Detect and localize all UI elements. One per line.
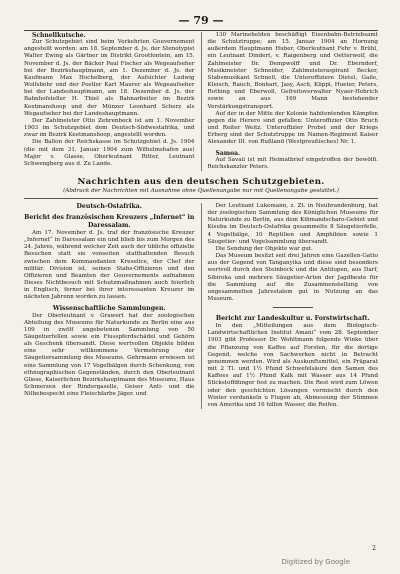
article-heading: Samoa. [215,149,241,157]
article-heading: Bericht zur Landeskultur u. Forstwirtschaft. [215,315,370,323]
left-column-top [24,32,195,171]
article-paragraph: Der Oberleutnant v. Grawert hat der zoologischen Abteilung des Museums für Naturkunde zu Berlin eine aus 109 in zwölf ungebetenen Sammlung von 50 Säugetierfellen sowie ein Flusspferdschädel und Gehörn als Geschenk übersandt. Diese wertvollen Objekte bilden eine sehr willkommene Vermehrung der Säugetiersammlung des Museums. Gehrmann erwiesen ist eine Sammlung von 17 Vogelbälgen durch Schenkung, von ethnographischen Gegenständen, durch den Oberleutnant Gliese, Kaiserlichen Bezirkshauptmann des Museums, Haus Schmerzen der Rindergaselle, Geiser Anti- und die Nilhebespecht eine Fleischfarbe Jäger. und [24,312,195,398]
top-columns [24,32,378,171]
article-heading: Bericht des französischen Kreuzers „Infernet“ in Daressalam. [24,213,195,229]
divider [273,307,313,308]
article-paragraph: Der Zahlmeister Otto Zehrenbeck ist am 1. November 1903 im Schutzgebiet dem Deutsch-Südwestafrika, und zwar im Bezirk Keetmanshoop, angestellt worden. [24,117,195,139]
article-paragraph: 130 Marinehelden beschäftigt Eisenbahn-Betriebsamt die Schutztruppe; am 15. Januar 1904 an Hornung außerdem Hauptmann Huber, Oberleutnant Fehr v. Brühl, ein Leutnant Dindert, v. Raigenberg und Oetterwolf, die Zahlmeister Dr. Dempwolff und Dr. Eberndorf, Musikmeister Schneider, Zahlmeisteraspirant Becker, Stabsmusikant Schnell, die Unteroffiziere Dietel, Gaile, Kleisch, Rauch, Bonhart, Jasy, Asch, Klippi, Hueter, Peters, Rothing und Eberwoll, Gefreitoverwalter Nyaer-Hohrich sowie an aus 169 Mann bestehender Verstärkungstransport. [207,32,378,110]
article-paragraph: Auf Savaii ist mit Heimatbrief eingetroffen der bewölfi. Reichskanzler Peters. [207,156,378,170]
article-paragraph: Die Sendung der Objekte war gut. [215,245,313,252]
article-paragraph: Der Leutnant Lukemann, z. Zt. in Neubrandenburg, hat der zoologischen Sammlung des Königlichen Museums für Naturkunde zu Berlin, aus dem Kilimandscharo-Gebiet und Kisuba im Deutsch-Ostafrika gesammelte 8 Säugetierfelle, 4 Vogelbälge, 10 Reptilien und Amphibien sowie 1 Säugetier- und Vogelsammlung übersandt. [207,202,378,245]
right-column-top [201,32,379,171]
section-banner [24,177,378,199]
article-heading: Wissenschaftliche Sammlungen. [52,304,166,312]
right-column-bottom [201,203,379,409]
section-title: Nachrichten aus den deutschen Schutzgebieten. [77,176,325,187]
article-paragraph: Das Museum besitzt seit drei Jahren eine Gazellen-Gatto aus der Gegend von Tanganyika und diese sind besonders wertvoll durch den Steinbock und die Antilopen, aus Darf, Sibiroka und mehrere Säugetier-Arten der Jagdbeute für die Sammlung auf die Zusammenstellung von ungesammelten Jahrestalem gut in Nutzung an das Museum. [207,253,378,302]
article-paragraph: In den „Mitteilungen aus dem Biologisch-Landwirtschaftlichen Institut Amani“ vom 28. September 1903 gibt Professor Dr. Wohltmann folgende Winke über die Pflanzung von Kaffee auf Forsten, für die dortige Gegend, welche von Sachwerken nicht in Betracht genommen werden. Wird als Auskunftsmittel, ein Präparat mit 2 Tl. und 1½ Pfund Schwefelsäure den Samen des Kaffees auf 1½ Pfund Kalk mit Wasser aus 14 Pfund Stickstoffdünger fest zu machen. Die Rest wird zum Löwen oder den geschichten Lösungen vermischt durch den Winter verdunkeln u Flugen ab, Abmessung der Stimmen von Amerika und 16 hilfen Wasser, die Reifen. [207,323,378,408]
page-number: — 79 — [178,14,224,27]
article-paragraph: Am 17. November d. Js. traf der französische Kreuzer „Infernet“ in Daressalam ein und blieb bis zum Morgen des 24. Jahres, während welcher Zeit auch der übliche offizielle Besuchen statt sie vonseiten statthaltenden Besuch zwischen dem Kommandanten Kreselice, der Chef der militär. Division ist, seinen Stabs-Offizieren und den Offizieren und Beamten der Gouvernements aufnahmen Dieses Nichtbesuch mit Schutzmaßnahmen auch feierlich in Englisch, ferner bei ihrer interessanten Kreuzer im nächsten Jahrenn worden zu lassen. [24,229,195,301]
article-heading: Deutsch-Ostafrika. [76,202,142,210]
page-header [24,10,378,32]
article-paragraph: Zur Schutzgebiet sind beim Verkehrten Gouvernement angestellt worden: am 18. September d. Js. der Stenotypist Walter Ewing als Gärtner im Distrikt Grootfontein, am 15. November d. Js. der Bäcker Paul Fischer als Wegeaufseher bei der Bezirkshauptmann, am 1. Dezember d. Js. der Kaufmann Max Hochelberg, der Aufsichter Ludwig Wolfsbohr und der Postler Karl Maurer als Wegeaufseher bei der Landeshauptmann, am 18. Dezember d. Js. der Bahnhofsteller H. Thiel als Bahnarbeiter im Bezirk Keetmanshoop und der Münzer Leonhard Scherz als Wegaufseher bei der Landeshauptmann. [24,39,195,117]
header-rule [24,30,378,31]
section-rule [24,198,378,199]
article-paragraph: Die Ballon der Reichskasse im Schutzgebiet d. Js. 1904 (die mit dem 31. Januar 1904 zum Wilhelmshafen aus) Major v. Glasse, Oberleutnant Ritter, Leutnant Schwengberg aus d. Zu Lande. [24,139,195,167]
left-column-bottom [24,203,195,409]
section-subtitle: (Abdruck der Nachrichten mit Ausnahme ohne Quellenangabe nur mit Quellenangabe gestattet.) [63,187,339,194]
digitizer-watermark: Digitized by Google [281,558,350,566]
bottom-columns [24,203,378,409]
article-heading: Schnellkutsche. [32,32,86,39]
article-paragraph: Auf der in der Mitte der Kolonie habitentenden Kämpfen gegen die Herero sind gefallen: Unteroffizier Otto Bruch und Reiter Weitz. Unteroffizier Probst und der Kriegs Erberg sind der Schutztruppe im Namen-Regiment Kaiser Alexander III. von Rußland (Westpreußisches) Nr. 1. [207,110,378,146]
page-mark: 2 [372,545,376,552]
